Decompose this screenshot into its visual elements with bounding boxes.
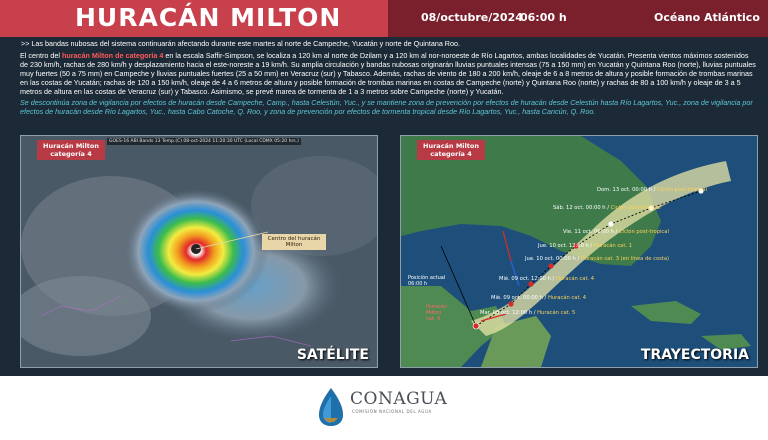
forecast-status: Ciclón post-tropical	[657, 187, 708, 193]
satellite-label: SATÉLITE	[296, 347, 369, 363]
bulletin-text	[20, 40, 756, 120]
trajectory-map	[401, 136, 757, 367]
trajectory-tag-category: categoría 4	[430, 150, 472, 158]
bulletin-date: 08/octubre/2024	[421, 11, 523, 24]
forecast-when: Mié. 09 oct. 12:00 h /	[499, 276, 555, 282]
hurricane-marker-line2: Milton	[426, 310, 442, 316]
forecast-status: Huracán cat. 4	[555, 276, 595, 282]
forecast-status: Ciclón post-tropical	[610, 205, 661, 211]
trajectory-tag	[417, 140, 485, 160]
forecast-when: Jue. 10 oct. 00:00 h /	[525, 256, 580, 262]
forecast-status: Huracán cat. 3 (en línea de costa)	[580, 256, 670, 262]
forecast-label	[499, 276, 594, 282]
forecast-status: Ciclón post-tropical	[618, 229, 669, 235]
forecast-when: Sáb. 12 oct. 00:00 h /	[553, 205, 609, 211]
satellite-caption: GOES-16 ABI Bands 13 Temp.(C) 08-oct-2024 11:20:30 UTC (Local CDMX 05:20 hrs.)	[109, 139, 299, 144]
vigilancia-text: Se descontinúa zona de vigilancia por efectos de huracán desde Campeche, Camp., hasta Celestún, Yuc., y se mantiene zona de prevención por efectos de huracán desde Celestún hasta Río Lagartos, Yuc., zona de vigilancia por efectos de huracán desde Río Lagartos, Yuc., hasta Cabo Catoche, Q. Roo, y zona de prevención por efectos de tormenta tropical desde Río Lagartos, Yuc., hasta Cancún, Q. Roo.	[20, 98, 753, 117]
forecast-label	[553, 205, 661, 211]
ocean-basin: Océano Atlántico	[654, 11, 760, 24]
brand-name: CONAGUA	[350, 389, 448, 409]
brand-subtitle: COMISIÓN NACIONAL DEL AGUA	[352, 409, 432, 414]
satellite-image	[21, 136, 377, 367]
title-box	[0, 0, 388, 37]
forecast-status: Huracán cat. 4	[547, 295, 587, 301]
trajectory-label: TRAYECTORIA	[640, 347, 749, 363]
satellite-tag	[37, 140, 105, 160]
storm-center-callout	[262, 234, 326, 250]
forecast-when: Mié. 09 oct. 00:00 h /	[491, 295, 547, 301]
bulletin-paragraph	[20, 52, 756, 97]
forecast-status: Huracán cat. 5	[537, 310, 576, 316]
storm-center-line1: Centro del huracán	[267, 236, 321, 242]
forecast-when: Mar. 08 oct. 12:00 h /	[480, 310, 536, 316]
conagua-logo-icon	[316, 386, 346, 428]
current-position-time: 06:00 h	[408, 281, 428, 287]
bulletin-p2-post: en la escala Saffir-Simpson, se localiza a 120 km al norte de Dzilam y a 120 km al nor-noroeste de Río Lagartos, ambas localidades de Yucatán. Presenta vientos máximos sostenidos de 230 km/h, rachas de 280 km/h y desplazamiento hacia el este-noreste a 19 km/h. Su amplia circulación y bandas nubosas originarán lluvias puntuales intensas (75 a 150 mm) en Yucatán y Quintana Roo (norte), lluvias puntuales muy fuertes (50 a 75 mm) en Campeche y lluvias puntuales fuertes (25 a 50 mm) en Veracruz (sur) y Tabasco. Además, rachas de viento de 180 a 200 km/h, oleaje de 6 a 8 metros de altura y posible formación de trombas marinas en las costas de Yucatán; rachas de 120 a 150 km/h, oleaje de 4 a 6 metros de altura y posible formación de trombas marinas en costas de Campeche (norte) y Quintana Roo (norte) y rachas de 80 a 100 km/h y oleaje de 3 a 5 metros de altura en las costas de Veracruz (sur) y Tabasco. Asimismo, se prevé marea de tormenta de 1 a 3 metros sobre Campeche (norte) y Yucatán.	[20, 50, 756, 96]
forecast-label	[538, 243, 632, 249]
forecast-label	[491, 295, 586, 301]
page-title: HURACÁN MILTON	[75, 3, 342, 32]
forecast-when: Vie. 11 oct. 00:00 h /	[563, 229, 618, 235]
storm-center-line2: Milton	[285, 242, 303, 248]
forecast-label	[525, 256, 669, 262]
current-position-title: Posición actual	[408, 275, 446, 281]
forecast-when: Dom. 13 oct. 00:00 h /	[597, 187, 656, 193]
forecast-label	[597, 187, 707, 193]
header-bar	[0, 0, 768, 37]
trajectory-tag-name: Huracán Milton	[423, 142, 479, 150]
footer	[0, 376, 768, 440]
bulletin-p2-pre: El centro del	[20, 50, 62, 60]
bulletin-lead: >> Las bandas nubosas del sistema continuarán afectando durante este martes al norte de Campeche, Yucatán y norte de Quintana Roo.	[21, 39, 460, 48]
bulletin-highlight: huracán Milton de categoría 4	[61, 50, 164, 60]
forecast-status: Huracán cat. 1	[593, 243, 632, 249]
forecast-label	[480, 310, 575, 316]
hurricane-marker-label	[426, 304, 447, 322]
current-position-label	[408, 275, 445, 287]
trajectory-panel	[400, 135, 758, 368]
hurricane-marker-line1: Huracán	[426, 304, 448, 310]
satellite-panel	[20, 135, 378, 368]
hurricane-marker-line3: cat. 4	[426, 316, 441, 322]
satellite-tag-category: categoría 4	[50, 150, 92, 158]
satellite-tag-name: Huracán Milton	[43, 142, 99, 150]
forecast-when: Jue. 10 oct. 12:00 h /	[538, 243, 593, 249]
forecast-label	[563, 229, 669, 235]
bulletin-time: 06:00 h	[520, 11, 567, 24]
